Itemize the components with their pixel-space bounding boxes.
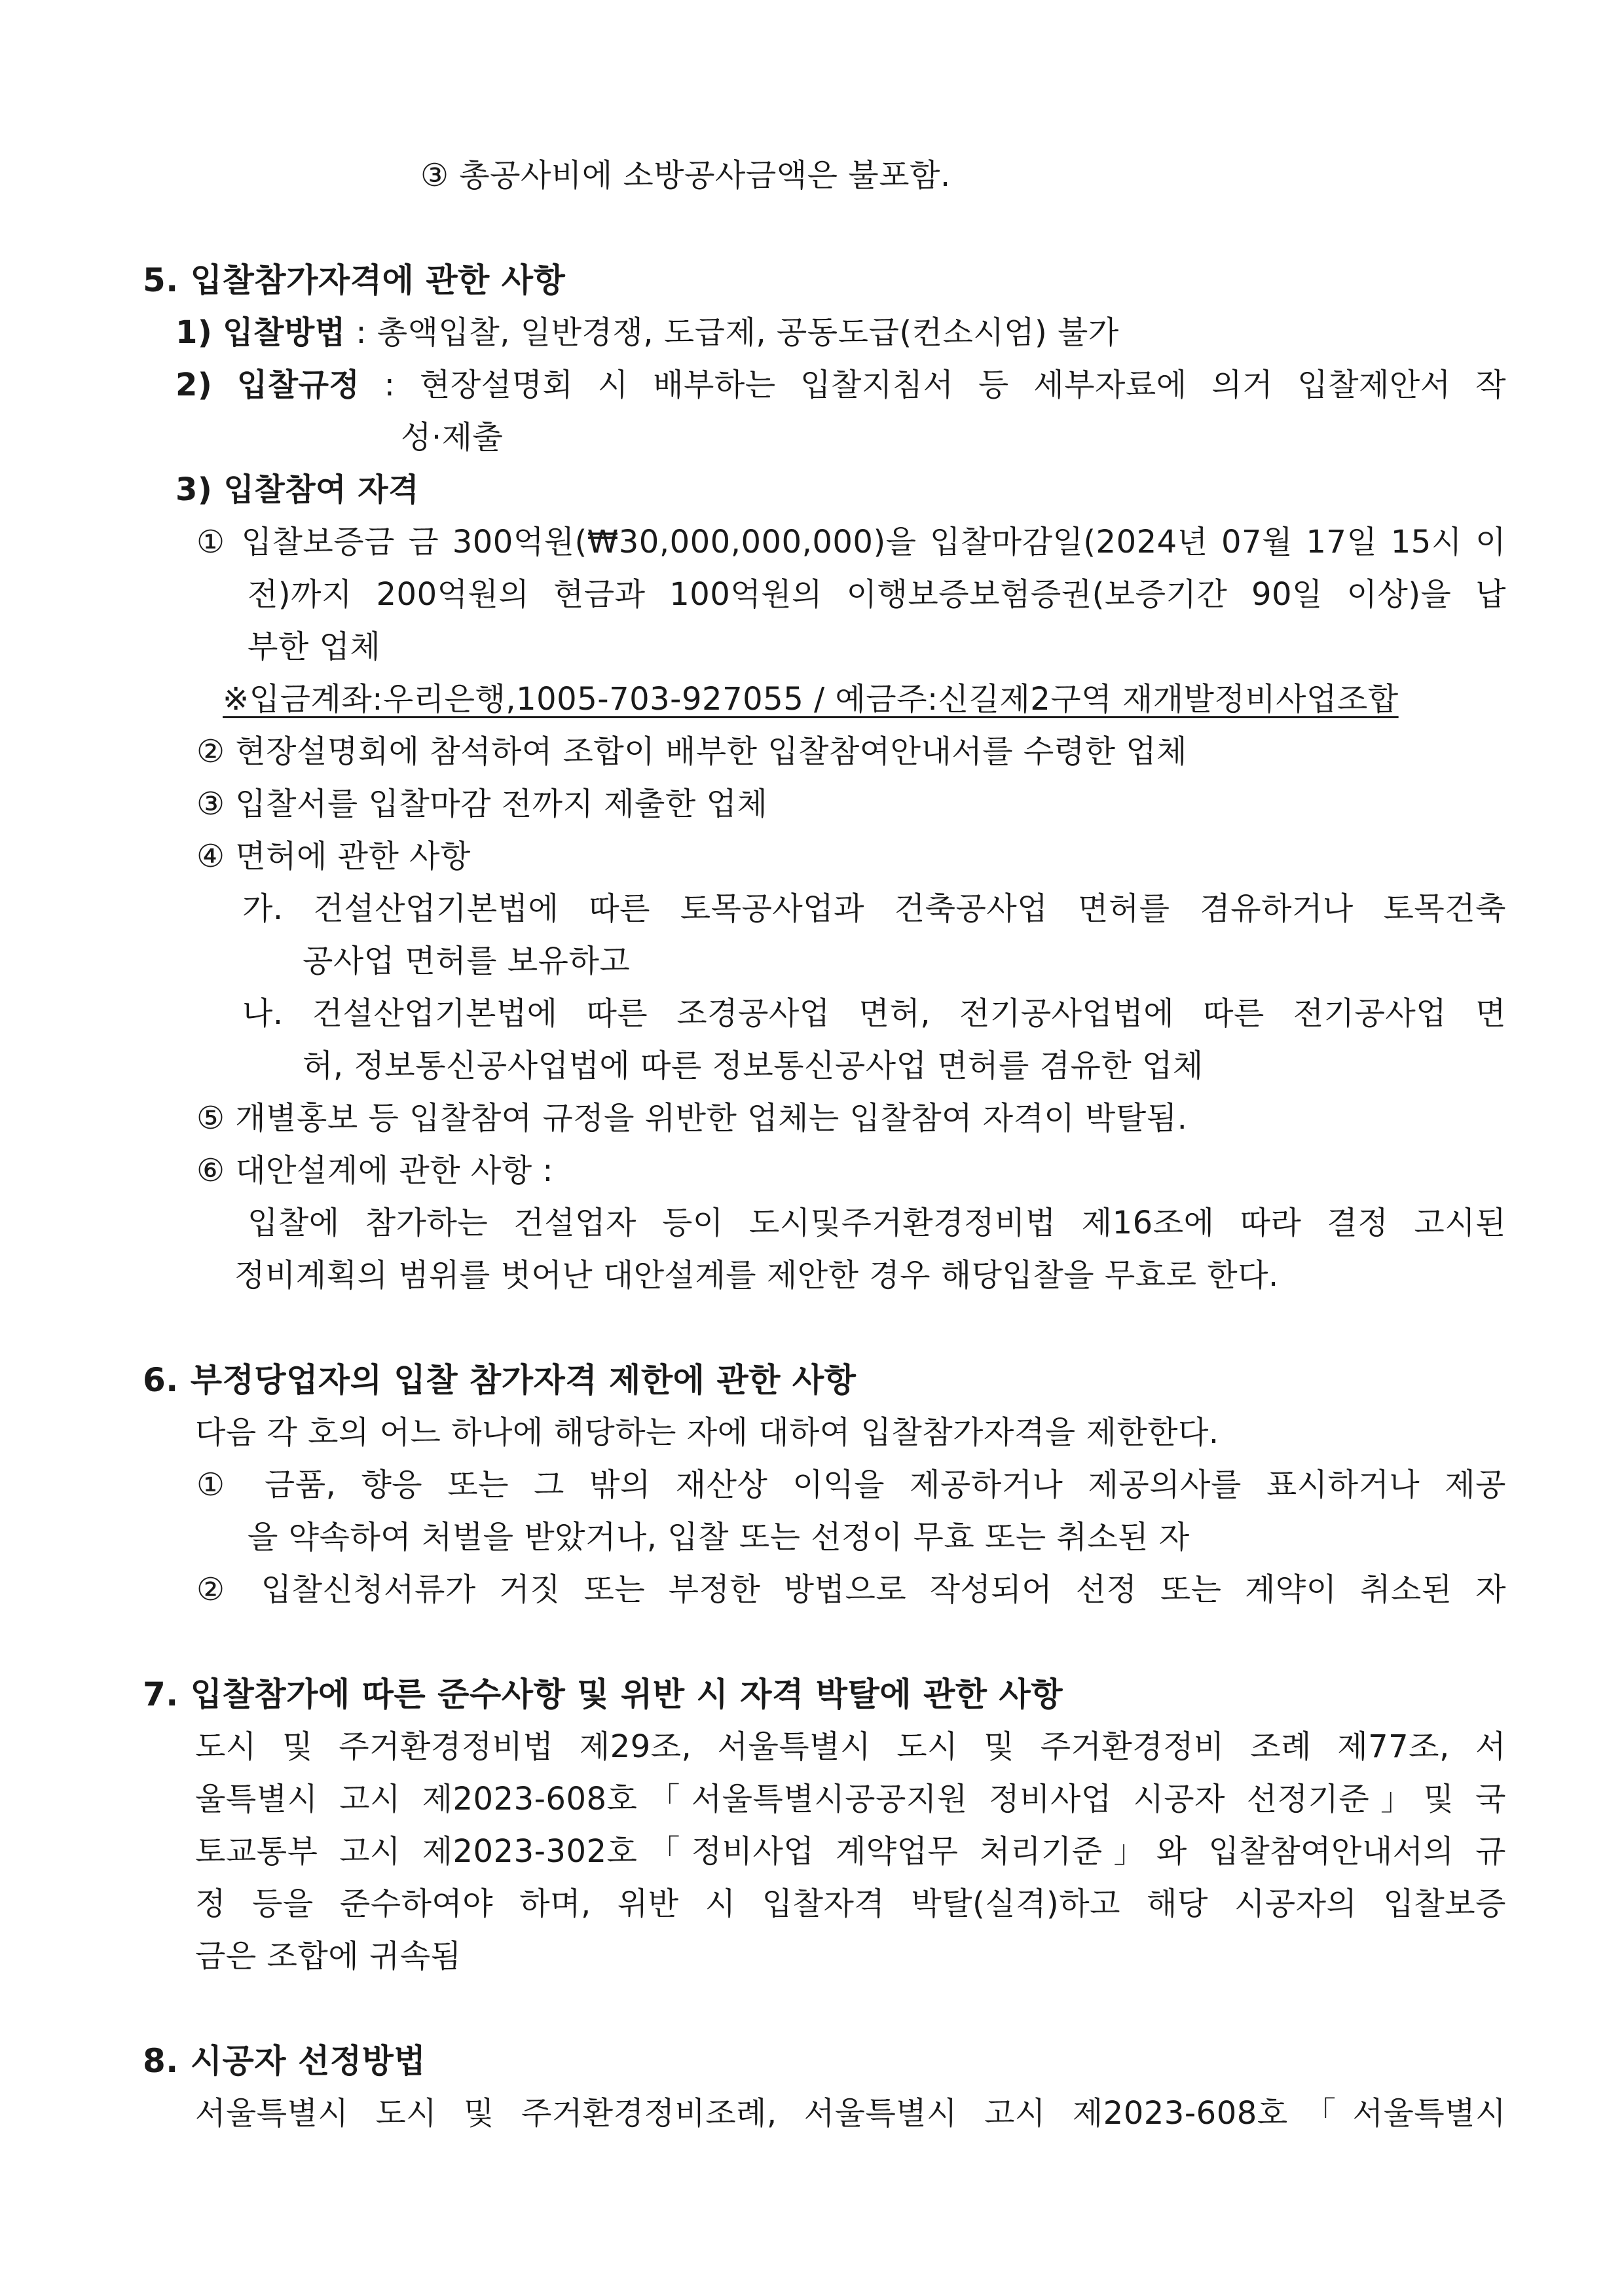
bid-method-row (175, 313, 1119, 352)
section-6-title: 6. 부정당업자의 입찰 참가자격 제한에 관한 사항 (143, 1361, 857, 1399)
compliance-line-3: 토교통부 고시 제2023-302호「정비사업 계약업무 처리기준」와 입찰참여안내서의 규 (195, 1833, 1506, 1870)
bid-rule-num: 2) (175, 367, 213, 403)
section-6-intro: 다음 각 호의 어느 하나에 해당하는 자에 대하여 입찰참가자격을 제한한다. (195, 1414, 1219, 1451)
eligibility-item-2: ② 현장설명회에 참석하여 조합이 배부한 입찰참여안내서를 수령한 업체 (196, 733, 1188, 770)
alt-design-text-2: 정비계획의 범위를 벗어난 대안설계를 제안한 경우 해당입찰을 무효로 한다. (234, 1257, 1279, 1294)
bid-method-label: 입찰방법 (223, 314, 346, 351)
bid-rule-text-cont: 성·제출 (401, 419, 504, 456)
license-item-ga-line-2: 공사업 면허를 보유하고 (303, 943, 631, 979)
license-item-na-line-2: 허, 정보통신공사업법에 따른 정보통신공사업 면허를 겸유한 업체 (303, 1048, 1204, 1084)
total-cost-note: ③ 총공사비에 소방공사금액은 불포함. (420, 157, 951, 194)
bid-method-num: 1) (175, 314, 213, 351)
bid-eligibility-title: 3) 입찰참여 자격 (175, 471, 419, 508)
selection-method-line-1: 서울특별시 도시 및 주거환경정비조례, 서울특별시 고시 제2023-608호「서울특별시 (195, 2095, 1506, 2132)
eligibility-item-6: ⑥ 대안설계에 관한 사항 : (196, 1152, 554, 1189)
restriction-item-1-line-2: 을 약속하여 처벌을 받았거나, 입찰 또는 선정이 무효 또는 취소된 자 (248, 1519, 1190, 1556)
license-item-ga-line-1: 가. 건설산업기본법에 따른 토목공사업과 건축공사업 면허를 겸유하거나 토목건축 (242, 890, 1506, 927)
bid-deposit-line-2: 전)까지 200억원의 현금과 100억원의 이행보증보험증권(보증기간 90일 이상)을 납 (248, 576, 1506, 613)
compliance-line-4: 정 등을 준수하여야 하며, 위반 시 입찰자격 박탈(실격)하고 해당 시공자의 입찰보증 (195, 1886, 1506, 1922)
bid-deposit-line-3: 부한 업체 (248, 629, 381, 665)
alt-design-text-1: 입찰에 참가하는 건설업자 등이 도시및주거환경정비법 제16조에 따라 결정 고시된 (248, 1205, 1506, 1241)
compliance-line-2: 울특별시 고시 제2023-608호「서울특별시공공지원 정비사업 시공자 선정기준」및 국 (195, 1781, 1506, 1817)
restriction-item-2: ② 입찰신청서류가 거짓 또는 부정한 방법으로 작성되어 선정 또는 계약이 취소된 자 (196, 1571, 1506, 1608)
section-8-title: 8. 시공자 선정방법 (143, 2042, 426, 2080)
eligibility-item-5: ⑤ 개별홍보 등 입찰참여 규정을 위반한 업체는 입찰참여 자격이 박탈됨. (196, 1100, 1188, 1137)
compliance-line-5: 금은 조합에 귀속됨 (195, 1938, 462, 1975)
compliance-line-1: 도시 및 주거환경정비법 제29조, 서울특별시 도시 및 주거환경정비 조례 제77조, 서 (195, 1728, 1506, 1765)
eligibility-item-3: ③ 입찰서를 입찰마감 전까지 제출한 업체 (196, 786, 768, 822)
section-7-title: 7. 입찰참가에 따른 준수사항 및 위반 시 자격 박탈에 관한 사항 (143, 1675, 1063, 1713)
license-item-na-line-1: 나. 건설산업기본법에 따른 조경공사업 면허, 전기공사업법에 따른 전기공사업 면 (242, 995, 1506, 1032)
deposit-account: ※입금계좌:우리은행,1005-703-927055 / 예금주:신길제2구역 재개발정비사업조합 (223, 681, 1399, 718)
eligibility-item-4: ④ 면허에 관한 사항 (196, 838, 471, 875)
bid-rule-text: : 현장설명회 시 배부하는 입찰지침서 등 세부자료에 의거 입찰제안서 작 (384, 367, 1506, 403)
bid-method-text: : 총액입찰, 일반경쟁, 도급제, 공동도급(컨소시엄) 불가 (356, 314, 1119, 351)
section-5-title: 5. 입찰참가자격에 관한 사항 (143, 261, 566, 299)
bid-rule-label: 입찰규정 (236, 367, 360, 403)
restriction-item-1-line-1: ① 금품, 향응 또는 그 밖의 재산상 이익을 제공하거나 제공의사를 표시하거나 제공 (196, 1467, 1506, 1503)
bid-deposit-line-1: ① 입찰보증금 금 300억원(₩30,000,000,000)을 입찰마감일(2024년 07월 17일 15시 이 (196, 524, 1506, 560)
bid-rule-row (175, 365, 1506, 405)
